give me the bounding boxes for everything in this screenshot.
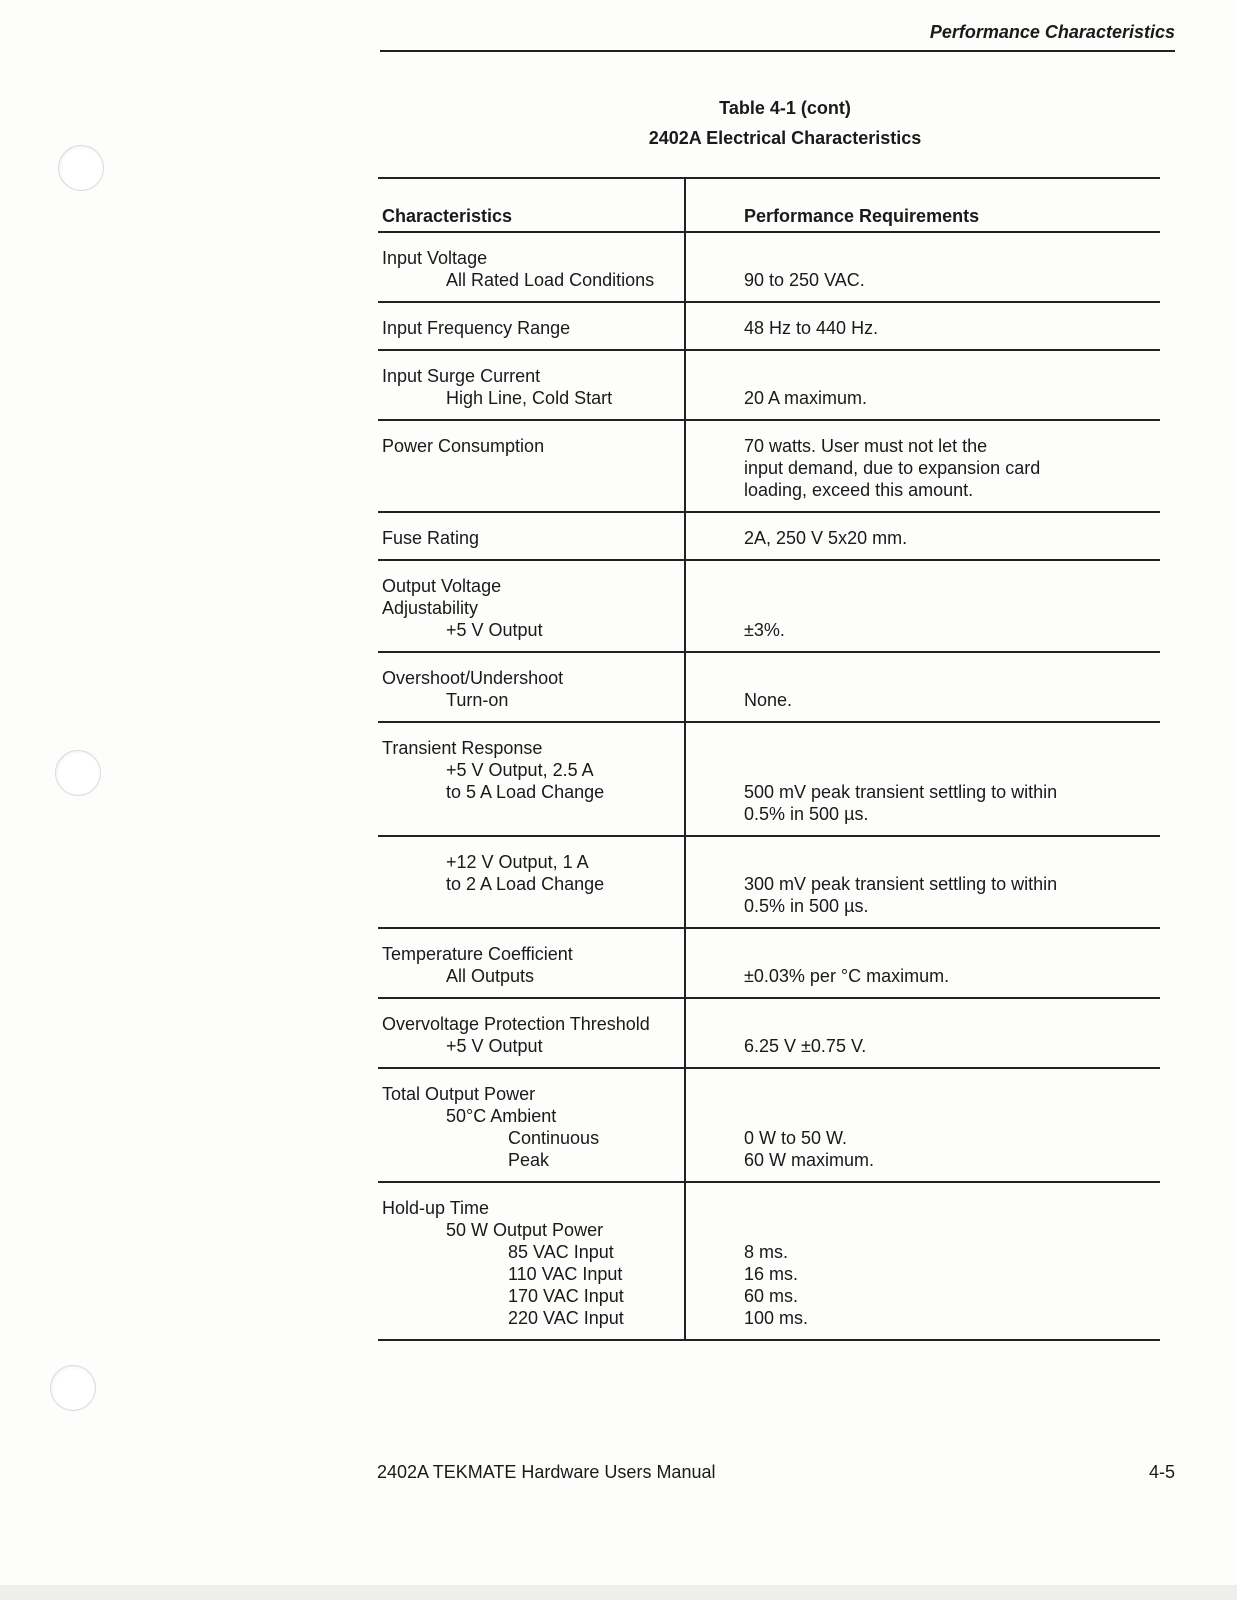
characteristic-line: 170 VAC Input <box>508 1286 624 1306</box>
table-header-row <box>378 178 1160 232</box>
requirement-line: 0.5% in 500 µs. <box>744 804 869 824</box>
characteristic-line: Fuse Rating <box>382 528 480 548</box>
characteristic-line: Input Voltage <box>382 248 488 268</box>
table-row <box>378 652 1160 722</box>
characteristic-line: Input Surge Current <box>382 366 541 386</box>
characteristic-line: +5 V Output, 2.5 A <box>446 760 594 780</box>
characteristic-cell <box>378 512 685 560</box>
characteristic-line: Hold-up Time <box>382 1198 490 1218</box>
table-body <box>378 232 1160 1340</box>
table-title: 2402A Electrical Characteristics <box>648 128 922 148</box>
characteristic-line: Adjustability <box>382 598 479 618</box>
header-performance-requirements: Performance Requirements <box>685 178 1160 232</box>
requirement-cell <box>685 350 1160 420</box>
characteristic-cell <box>378 1182 685 1340</box>
requirement-cell <box>685 232 1160 302</box>
requirement-line: 60 ms. <box>744 1286 799 1306</box>
requirement-line: loading, exceed this amount. <box>744 480 974 500</box>
characteristic-line: +5 V Output <box>446 1036 543 1056</box>
table-number: Table 4-1 (cont) <box>719 98 851 118</box>
characteristic-cell <box>378 560 685 652</box>
requirement-line: 300 mV peak transient settling to within <box>744 874 1058 894</box>
table-row <box>378 998 1160 1068</box>
requirement-cell <box>685 512 1160 560</box>
characteristic-line: Input Frequency Range <box>382 318 571 338</box>
characteristic-line <box>382 895 684 917</box>
characteristic-line: Overvoltage Protection Threshold <box>382 1014 650 1034</box>
characteristic-cell <box>378 722 685 836</box>
characteristic-line: +12 V Output, 1 A <box>446 852 589 872</box>
characteristic-line: 220 VAC Input <box>508 1308 624 1328</box>
requirement-line: 70 watts. User must not let the <box>744 436 988 456</box>
table-row <box>378 836 1160 928</box>
characteristic-line: to 5 A Load Change <box>446 782 605 802</box>
characteristic-line: +5 V Output <box>446 620 543 640</box>
page-bottom-edge <box>0 1585 1237 1600</box>
binder-hole-top <box>58 145 104 191</box>
characteristic-line: Transient Response <box>382 738 543 758</box>
requirement-line: input demand, due to expansion card <box>744 458 1041 478</box>
header-characteristics: Characteristics <box>378 178 685 232</box>
table-row <box>378 420 1160 512</box>
header-rule <box>380 50 1175 52</box>
table-row <box>378 512 1160 560</box>
footer-page-number: 4-5 <box>1148 1462 1175 1482</box>
characteristic-cell <box>378 836 685 928</box>
characteristic-line: 85 VAC Input <box>508 1242 614 1262</box>
requirement-line: 0 W to 50 W. <box>744 1128 848 1148</box>
characteristic-line: Continuous <box>508 1128 600 1148</box>
footer-manual-title: 2402A TEKMATE Hardware Users Manual <box>377 1462 716 1482</box>
requirement-cell <box>685 836 1160 928</box>
requirement-line: 2A, 250 V 5x20 mm. <box>744 528 908 548</box>
table-row <box>378 350 1160 420</box>
characteristic-cell <box>378 232 685 302</box>
table-row <box>378 1182 1160 1340</box>
characteristic-cell <box>378 302 685 350</box>
characteristic-cell <box>378 928 685 998</box>
characteristic-cell <box>378 420 685 512</box>
requirement-line: 90 to 250 VAC. <box>744 270 865 290</box>
requirement-line: 100 ms. <box>744 1308 809 1328</box>
binder-hole-bottom <box>50 1365 96 1411</box>
characteristic-line: Turn-on <box>446 690 509 710</box>
requirement-cell <box>685 302 1160 350</box>
requirement-cell <box>685 722 1160 836</box>
requirement-line: 8 ms. <box>744 1242 789 1262</box>
characteristic-line: All Rated Load Conditions <box>446 270 655 290</box>
requirement-line: 60 W maximum. <box>744 1150 875 1170</box>
requirement-cell <box>685 998 1160 1068</box>
requirement-cell <box>685 1068 1160 1182</box>
characteristic-line <box>382 803 684 825</box>
table-row <box>378 302 1160 350</box>
requirement-cell <box>685 560 1160 652</box>
characteristic-line <box>382 457 684 479</box>
table-row <box>378 928 1160 998</box>
characteristic-line: High Line, Cold Start <box>446 388 613 408</box>
table-row <box>378 722 1160 836</box>
table-row <box>378 232 1160 302</box>
characteristic-cell <box>378 998 685 1068</box>
table-row <box>378 1068 1160 1182</box>
characteristic-line: Total Output Power <box>382 1084 536 1104</box>
requirement-line: 500 mV peak transient settling to within <box>744 782 1058 802</box>
characteristic-cell <box>378 1068 685 1182</box>
requirement-line: ±0.03% per °C maximum. <box>744 966 950 986</box>
characteristic-line: Output Voltage <box>382 576 502 596</box>
characteristic-line: All Outputs <box>446 966 535 986</box>
characteristic-line: Peak <box>508 1150 550 1170</box>
binder-hole-middle <box>55 750 101 796</box>
electrical-characteristics-table <box>378 177 1160 1341</box>
requirement-line: 6.25 V ±0.75 V. <box>744 1036 867 1056</box>
characteristic-line: to 2 A Load Change <box>446 874 605 894</box>
requirement-cell <box>685 420 1160 512</box>
characteristic-cell <box>378 652 685 722</box>
characteristic-line: Overshoot/Undershoot <box>382 668 564 688</box>
characteristic-line: Temperature Coefficient <box>382 944 573 964</box>
requirement-cell <box>685 1182 1160 1340</box>
requirement-line: 16 ms. <box>744 1264 799 1284</box>
requirement-line: 0.5% in 500 µs. <box>744 896 869 916</box>
characteristic-line: 50 W Output Power <box>446 1220 604 1240</box>
running-head: Performance Characteristics <box>929 22 1175 42</box>
characteristic-line: 110 VAC Input <box>508 1264 623 1284</box>
characteristic-line: 50°C Ambient <box>446 1106 557 1126</box>
requirement-line: None. <box>744 690 793 710</box>
table-caption <box>620 93 950 153</box>
characteristic-line: Power Consumption <box>382 436 545 456</box>
requirement-line: 48 Hz to 440 Hz. <box>744 318 879 338</box>
requirement-line: 20 A maximum. <box>744 388 868 408</box>
requirement-cell <box>685 652 1160 722</box>
characteristic-line <box>382 479 684 501</box>
requirement-line: ±3%. <box>744 620 785 640</box>
table-row <box>378 560 1160 652</box>
characteristic-cell <box>378 350 685 420</box>
requirement-cell <box>685 928 1160 998</box>
